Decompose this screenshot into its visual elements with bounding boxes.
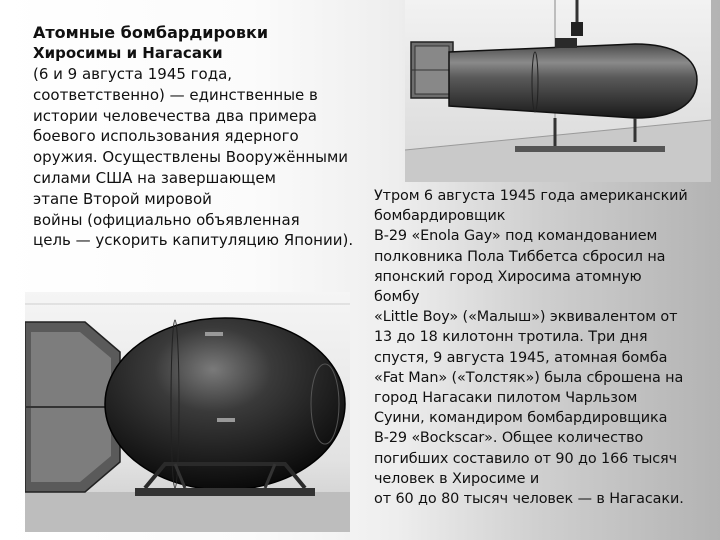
story-line: от 60 до 80 тысяч человек — в Нагасаки. — [374, 491, 684, 508]
intro-line: (6 и 9 августа 1945 года, — [33, 65, 233, 83]
story-line: японский город Хиросима атомную — [374, 268, 642, 285]
intro-line: войны (официально объявленная — [33, 210, 300, 229]
intro-line: оружия. Осуществлены Вооружёнными — [33, 148, 349, 167]
story-line: город Нагасаки пилотом Чарльзом — [374, 390, 638, 407]
story-line: полковника Пола Тиббетса сбросил на — [374, 248, 666, 265]
fat-man-bomb-photo — [25, 292, 350, 532]
slide-subtitle: Хиросимы и Нагасаки — [33, 44, 223, 62]
intro-line: этапе Второй мировой — [33, 189, 212, 208]
title-block — [33, 22, 363, 251]
story-line: B-29 «Bockscar». Общее количество — [374, 430, 644, 447]
story-line: бомбу — [374, 289, 420, 306]
story-line: 13 до 18 килотонн тротила. Три дня — [374, 329, 648, 346]
intro-line: силами США на завершающем — [33, 168, 276, 187]
intro-line: цель — ускорить капитуляцию Японии). — [33, 231, 354, 250]
slide-title: Атомные бомбардировки — [33, 23, 269, 42]
intro-paragraph — [33, 64, 363, 251]
story-line: Утром 6 августа 1945 года американский — [374, 188, 688, 204]
little-boy-bomb-illustration — [405, 0, 711, 182]
story-line: B-29 «Enola Gay» под командованием — [374, 228, 658, 245]
story-line: бомбардировщик — [374, 208, 506, 225]
intro-line: соответственно) — единственные в — [33, 85, 318, 104]
story-line: Суини, командиром бомбардировщика — [374, 410, 668, 427]
little-boy-bomb-photo — [405, 0, 711, 182]
story-paragraph — [374, 186, 718, 509]
story-line: погибших составило от 90 до 166 тысяч — [374, 450, 677, 467]
intro-line: боевого использования ядерного — [33, 127, 299, 146]
fat-man-bomb-illustration — [25, 292, 350, 532]
story-line: «Little Boy» («Малыш») эквивалентом от — [374, 309, 678, 326]
intro-line: истории человечества два примера — [33, 106, 318, 125]
story-line: «Fat Man» («Толстяк») была сброшена на — [374, 369, 684, 386]
story-line: человек в Хиросиме и — [374, 470, 540, 487]
story-line: спустя, 9 августа 1945, атомная бомба — [374, 349, 668, 366]
